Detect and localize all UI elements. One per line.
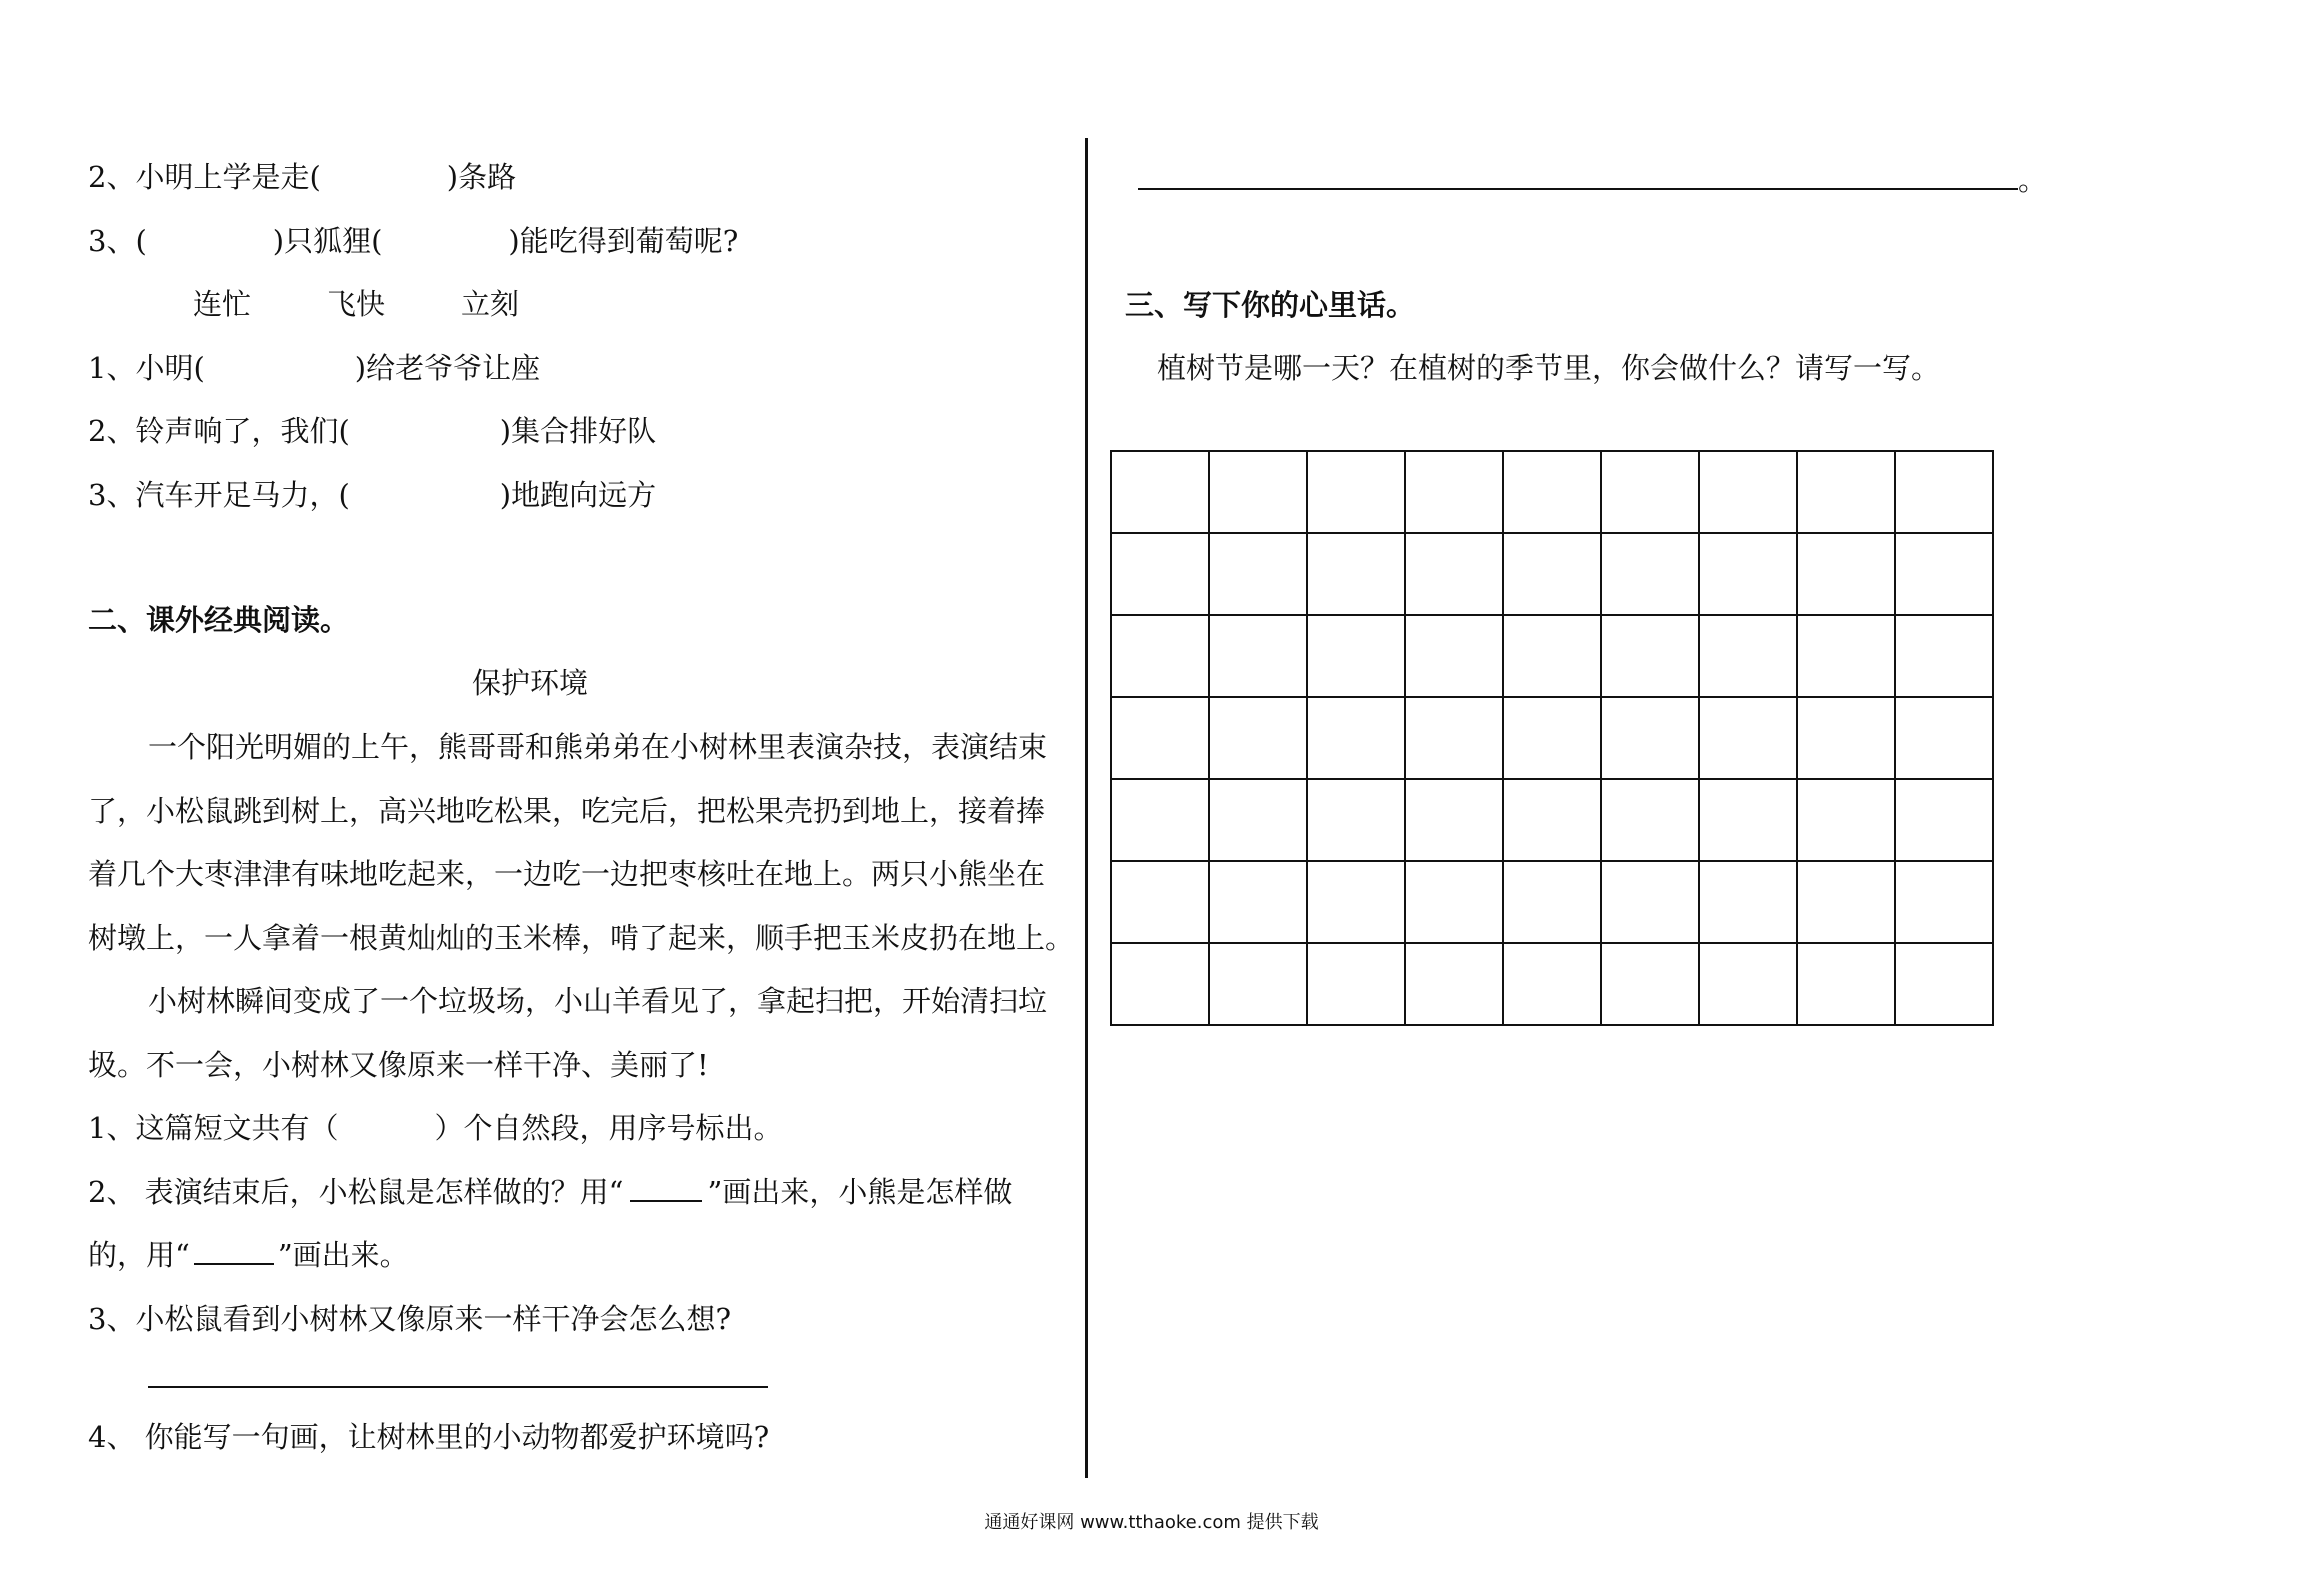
grid-cell[interactable] xyxy=(1307,697,1405,779)
grid-cell[interactable] xyxy=(1601,615,1699,697)
grid-cell[interactable] xyxy=(1111,779,1209,861)
grid-cell[interactable] xyxy=(1209,943,1307,1025)
grid-cell[interactable] xyxy=(1895,779,1993,861)
q2-item-1: 1、小明( )给老爷爷让座 xyxy=(88,351,541,385)
grid-cell[interactable] xyxy=(1601,779,1699,861)
grid-cell[interactable] xyxy=(1307,533,1405,615)
reading-question-4: 4、 你能写一句画，让树林里的小动物都爱护环境吗? xyxy=(88,1420,770,1454)
grid-cell[interactable] xyxy=(1503,943,1601,1025)
grid-cell[interactable] xyxy=(1405,615,1503,697)
grid-row xyxy=(1111,779,1993,861)
section-2-title: 二、课外经典阅读。 xyxy=(88,603,350,637)
footer-credit: 通通好课网 www.tthaoke.com 提供下载 xyxy=(984,1512,1319,1533)
story-line: 圾。不一会，小树林又像原来一样干净、美丽了! xyxy=(88,1048,709,1082)
wavy-mark xyxy=(194,1239,274,1265)
grid-cell[interactable] xyxy=(1503,861,1601,943)
story-line: 一个阳光明媚的上午，熊哥哥和熊弟弟在小树林里表演杂技，表演结束 xyxy=(148,730,1048,764)
reading-question-2-cont: 的，用“ ”画出来。 xyxy=(88,1238,409,1272)
writing-grid[interactable] xyxy=(1110,450,1994,1026)
q1-item-3: 3、( )只狐狸( )能吃得到葡萄呢? xyxy=(88,224,739,258)
grid-cell[interactable] xyxy=(1209,861,1307,943)
writing-prompt: 植树节是哪一天？在植树的季节里，你会做什么？请写一写。 xyxy=(1157,351,1941,385)
grid-cell[interactable] xyxy=(1895,697,1993,779)
grid-cell[interactable] xyxy=(1111,697,1209,779)
word-bank-item: 连忙 xyxy=(193,287,252,321)
story-line: 着几个大枣津津有味地吃起来，一边吃一边把枣核吐在地上。两只小熊坐在 xyxy=(88,857,1046,891)
grid-cell[interactable] xyxy=(1503,779,1601,861)
grid-cell[interactable] xyxy=(1405,861,1503,943)
grid-cell[interactable] xyxy=(1307,615,1405,697)
end-mark: 。 xyxy=(2018,163,2048,197)
grid-cell[interactable] xyxy=(1699,943,1797,1025)
grid-cell[interactable] xyxy=(1111,615,1209,697)
grid-cell[interactable] xyxy=(1307,861,1405,943)
underline-mark xyxy=(630,1176,702,1202)
grid-cell[interactable] xyxy=(1111,943,1209,1025)
grid-cell[interactable] xyxy=(1797,697,1895,779)
reading-question-2: 2、 表演结束后，小松鼠是怎样做的？用“ ”画出来，小熊是怎样做 xyxy=(88,1175,1013,1209)
grid-cell[interactable] xyxy=(1699,533,1797,615)
grid-cell[interactable] xyxy=(1111,861,1209,943)
q1-item-2: 2、小明上学是走( )条路 xyxy=(88,160,517,194)
grid-cell[interactable] xyxy=(1601,861,1699,943)
grid-cell[interactable] xyxy=(1895,451,1993,533)
answer-line[interactable] xyxy=(148,1386,768,1388)
grid-row xyxy=(1111,861,1993,943)
grid-row xyxy=(1111,533,1993,615)
grid-row xyxy=(1111,615,1993,697)
reading-question-1: 1、这篇短文共有（ ）个自然段，用序号标出。 xyxy=(88,1111,783,1145)
story-title: 保护环境 xyxy=(472,666,589,700)
grid-cell[interactable] xyxy=(1405,451,1503,533)
grid-cell[interactable] xyxy=(1209,615,1307,697)
grid-cell[interactable] xyxy=(1405,779,1503,861)
grid-cell[interactable] xyxy=(1601,533,1699,615)
grid-row xyxy=(1111,697,1993,779)
grid-cell[interactable] xyxy=(1503,533,1601,615)
grid-cell[interactable] xyxy=(1405,943,1503,1025)
grid-cell[interactable] xyxy=(1209,697,1307,779)
q2-item-3: 3、汽车开足马力，( )地跑向远方 xyxy=(88,478,657,512)
grid-cell[interactable] xyxy=(1111,533,1209,615)
grid-cell[interactable] xyxy=(1601,451,1699,533)
grid-cell[interactable] xyxy=(1503,697,1601,779)
grid-cell[interactable] xyxy=(1797,943,1895,1025)
grid-cell[interactable] xyxy=(1699,861,1797,943)
grid-cell[interactable] xyxy=(1895,943,1993,1025)
grid-row xyxy=(1111,451,1993,533)
word-bank-item: 立刻 xyxy=(461,287,520,321)
grid-cell[interactable] xyxy=(1209,533,1307,615)
grid-cell[interactable] xyxy=(1895,615,1993,697)
grid-cell[interactable] xyxy=(1307,943,1405,1025)
grid-cell[interactable] xyxy=(1111,451,1209,533)
grid-cell[interactable] xyxy=(1797,779,1895,861)
grid-cell[interactable] xyxy=(1699,451,1797,533)
story-line: 树墩上，一人拿着一根黄灿灿的玉米棒，啃了起来，顺手把玉米皮扔在地上。 xyxy=(88,921,1075,955)
grid-row xyxy=(1111,943,1993,1025)
grid-cell[interactable] xyxy=(1797,533,1895,615)
grid-cell[interactable] xyxy=(1797,615,1895,697)
answer-line[interactable] xyxy=(1138,188,2018,190)
word-bank-item: 飞快 xyxy=(327,287,386,321)
q2-item-2: 2、铃声响了，我们( )集合排好队 xyxy=(88,414,657,448)
word-bank xyxy=(193,284,519,324)
grid-cell[interactable] xyxy=(1209,779,1307,861)
grid-cell[interactable] xyxy=(1503,615,1601,697)
grid-cell[interactable] xyxy=(1699,779,1797,861)
grid-cell[interactable] xyxy=(1699,615,1797,697)
column-divider xyxy=(1085,138,1088,1478)
grid-cell[interactable] xyxy=(1405,697,1503,779)
grid-cell[interactable] xyxy=(1405,533,1503,615)
section-3-title: 三、写下你的心里话。 xyxy=(1125,288,1416,322)
grid-cell[interactable] xyxy=(1601,697,1699,779)
grid-cell[interactable] xyxy=(1797,451,1895,533)
grid-cell[interactable] xyxy=(1601,943,1699,1025)
grid-cell[interactable] xyxy=(1307,779,1405,861)
story-line: 小树林瞬间变成了一个垃圾场，小山羊看见了，拿起扫把，开始清扫垃 xyxy=(148,984,1048,1018)
grid-cell[interactable] xyxy=(1209,451,1307,533)
grid-cell[interactable] xyxy=(1797,861,1895,943)
grid-cell[interactable] xyxy=(1307,451,1405,533)
grid-cell[interactable] xyxy=(1503,451,1601,533)
grid-cell[interactable] xyxy=(1699,697,1797,779)
reading-question-3: 3、小松鼠看到小树林又像原来一样干净会怎么想? xyxy=(88,1302,731,1336)
grid-cell[interactable] xyxy=(1895,861,1993,943)
story-line: 了，小松鼠跳到树上，高兴地吃松果，吃完后，把松果壳扔到地上，接着捧 xyxy=(88,794,1046,828)
grid-cell[interactable] xyxy=(1895,533,1993,615)
